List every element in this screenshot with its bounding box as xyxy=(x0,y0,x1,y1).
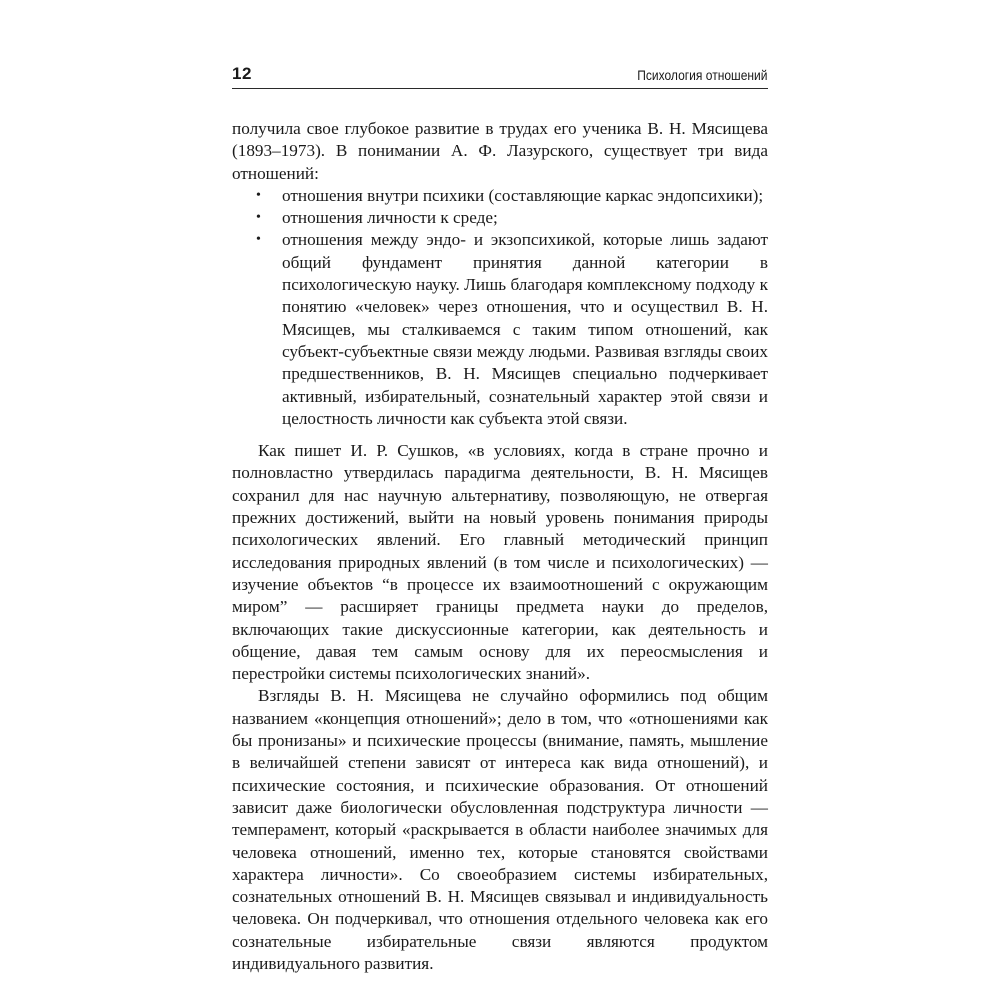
bullet-marker: • xyxy=(256,187,261,203)
body-paragraph: Взгляды В. Н. Мясищева не случайно оформились под общим названием «концепция отношений»; дело в том, что «отношениями как бы пронизаны» и психические процессы (внимание, память, мышление в величайшей степени зависят от интереса как вида отношений), и психические состояния, и психические образования. От отношений зависит даже биологически обусловленная подструктура личности — темперамент, который «раскрывается в области наиболее значимых для человека отношений, именно тех, которые становятся свойствами характера личности». Со своеобразием системы избирательных, сознательных отношений В. Н. Мясищев связывал и индивидуальность человека. Он подчеркивал, что отношения отдельного человека как его сознательные избирательные связи являются продуктом индивидуального развития. xyxy=(232,686,768,973)
running-title: Психология отношений xyxy=(637,67,768,83)
list-item xyxy=(232,229,768,430)
intro-paragraph: получила свое глубокое развитие в трудах его ученика В. Н. Мясищева (1893–1973). В понимании А. Ф. Лазурского, существует три вида отношений: xyxy=(232,119,768,183)
bullet-marker: • xyxy=(256,210,261,226)
list-item xyxy=(232,207,768,229)
page-number: 12 xyxy=(232,64,252,83)
bullet-list xyxy=(232,185,768,430)
list-item-text: отношения личности к среде; xyxy=(282,208,498,228)
page-header xyxy=(232,60,768,89)
list-item xyxy=(232,185,768,207)
list-item-text: отношения внутри психики (составляющие каркас эндопсихики); xyxy=(282,185,764,205)
body-paragraph: Как пишет И. Р. Сушков, «в условиях, когда в стране прочно и полновластно утвердилась парадигма деятельности, В. Н. Мясищев сохранил для нас научную альтернативу, позволяющую, не отвергая прежних достижений, выйти на новый уровень понимания природы психологических явлений. Его главный методический принцип исследования природных явлений (в том числе и психологических) — изучение объектов “в процессе их взаимоотношений с окружающим миром” — расширяет границы предмета науки до пределов, включающих такие дискуссионные категории, как деятельность и общение, давая тем самым основу для их переосмысления и перестройки системы психологических знаний». xyxy=(232,441,768,684)
list-item-text: отношения между эндо- и экзопсихикой, которые лишь задают общий фундамент принятия данной категории в психологическую науку. Лишь благодаря комплексному подходу к понятию «человек» через отношения, что и осуществил В. Н. Мясищев, мы сталкиваемся с таким типом отношений, как субъект-субъектные связи между людьми. Развивая взгляды своих предшественников, В. Н. Мясищев специально подчеркивает активный, избирательный, сознательный характер этой связи и целостность личности как субъекта этой связи. xyxy=(282,230,768,428)
bullet-marker: • xyxy=(256,232,261,248)
page-body xyxy=(232,118,768,975)
